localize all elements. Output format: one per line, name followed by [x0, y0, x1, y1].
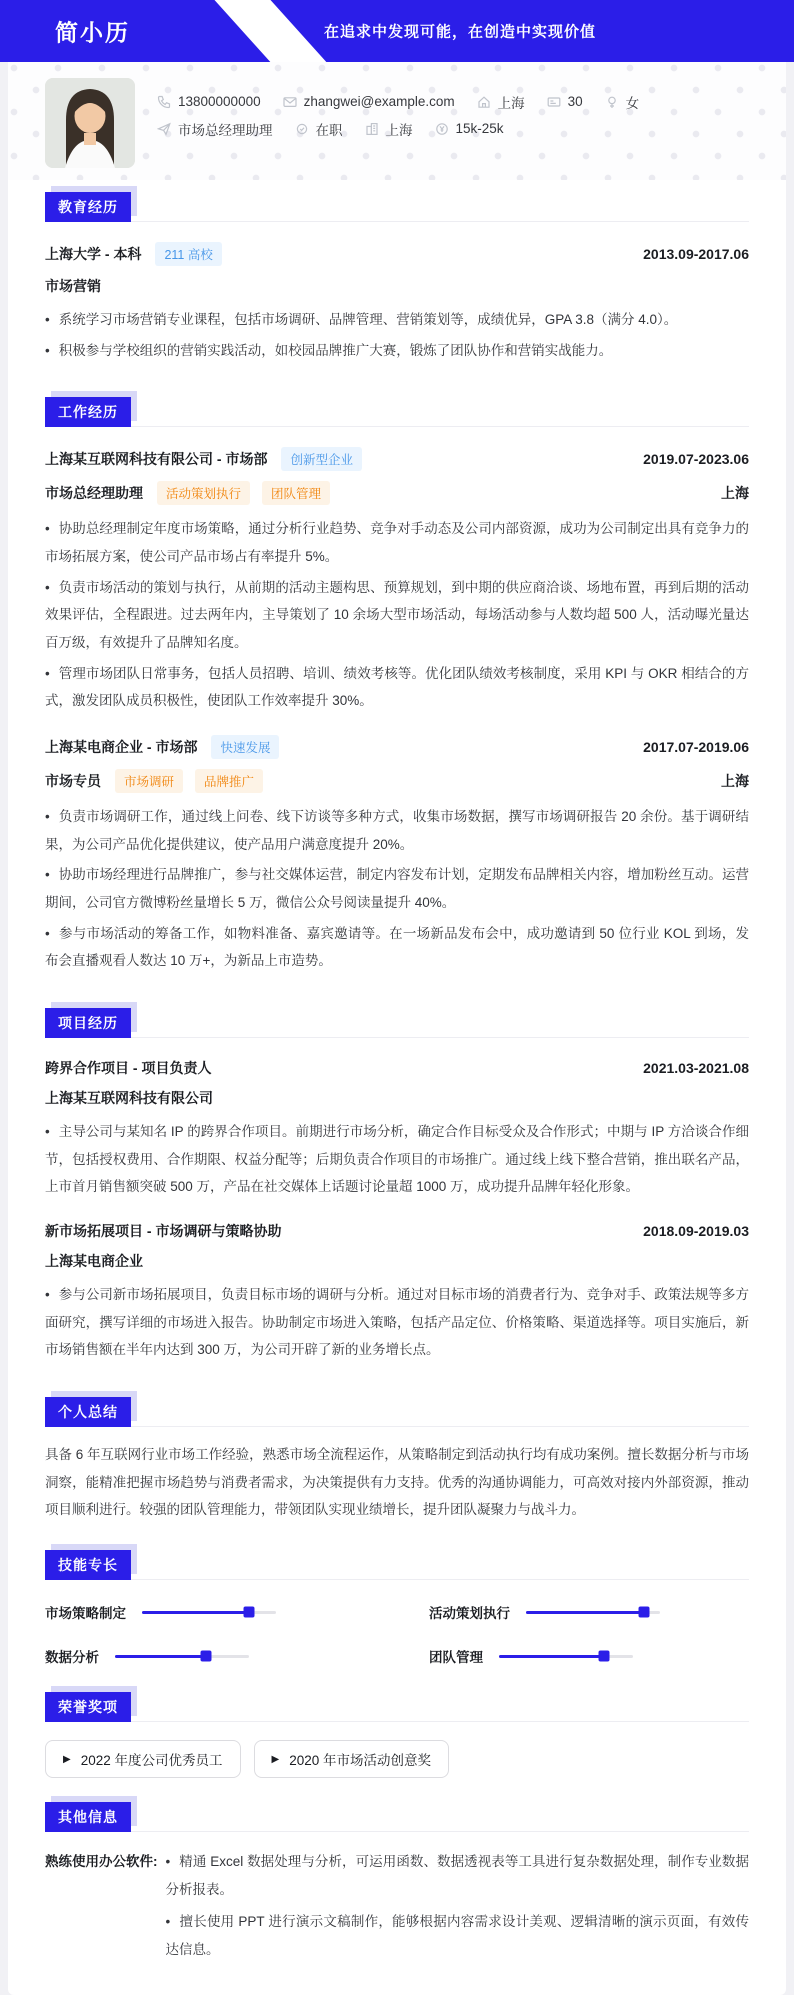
- phone-item: [157, 94, 261, 109]
- company-name: 上海某电商企业 - 市场部: [45, 739, 198, 756]
- status-item: [295, 119, 343, 139]
- section-divider-line: [131, 1721, 749, 1722]
- projects-section-header: [45, 1008, 749, 1038]
- bullet-dot: •: [45, 312, 50, 327]
- position-skill-tag: 团队管理: [262, 481, 330, 505]
- profile-info-row-1: [157, 88, 639, 115]
- education-section-badge: 教育经历: [45, 192, 131, 222]
- bullet-dot: •: [45, 867, 50, 883]
- skill-slider[interactable]: [526, 1611, 660, 1614]
- skill-name: 活动策划执行: [429, 1606, 510, 1622]
- skill-item: [429, 1602, 749, 1622]
- slider-thumb[interactable]: [244, 1607, 255, 1618]
- salary-icon: [435, 122, 449, 136]
- section-education: [45, 192, 749, 364]
- bullet-dot: •: [45, 1124, 50, 1140]
- project-title-row: [45, 1221, 749, 1241]
- location-item: [477, 92, 525, 112]
- project-company-row: [45, 1088, 749, 1108]
- other-section-badge: 其他信息: [45, 1802, 131, 1832]
- skills-section-header: [45, 1550, 749, 1580]
- gender-value: 女: [625, 95, 640, 111]
- education-date: 2013.09-2017.06: [643, 246, 749, 262]
- section-projects: [45, 1008, 749, 1364]
- profile-info: [157, 78, 639, 142]
- section-other: [45, 1802, 749, 1969]
- bullet-dot: •: [165, 1854, 171, 1870]
- work-date: 2017.07-2019.06: [643, 739, 749, 756]
- status-value: 在职: [315, 122, 343, 138]
- education-school-row: [45, 242, 749, 266]
- bullet-dot: •: [45, 342, 50, 358]
- job-title-item: [157, 119, 273, 139]
- slider-fill: [499, 1655, 604, 1658]
- projects-section-badge: 项目经历: [45, 1008, 131, 1038]
- section-divider-line: [131, 1037, 749, 1038]
- id-card-icon: [547, 95, 561, 109]
- work-bullet: • 协助市场经理进行品牌推广，参与社交媒体运营，制定内容发布计划，定期发布品牌相关内容，增加粉丝互动。运营期间，公司官方微博粉丝量增长 5 万，微信公众号阅读量提升 40%。: [45, 867, 749, 911]
- education-entry: [45, 242, 749, 364]
- email-item: [283, 94, 455, 109]
- position-skill-tag: 活动策划执行: [157, 481, 250, 505]
- position-skill-tag: 市场调研: [115, 769, 183, 793]
- city-item: [365, 119, 413, 139]
- summary-section-badge: 个人总结: [45, 1397, 131, 1427]
- work-date: 2019.07-2023.06: [643, 451, 749, 468]
- bullet-dot: •: [45, 521, 50, 537]
- banner-slogan: 在追求中发现可能，在创造中实现价值: [323, 23, 597, 41]
- project-company: 上海某电商企业: [45, 1253, 143, 1270]
- salary-value: 15k-25k: [455, 121, 504, 136]
- play-icon: ▶: [271, 1753, 280, 1765]
- avatar: [45, 78, 135, 168]
- slider-fill: [115, 1655, 206, 1658]
- company-row: [45, 735, 749, 759]
- section-divider-line: [131, 221, 749, 222]
- email-value: zhangwei@example.com: [303, 94, 455, 109]
- honors-row: [45, 1740, 749, 1778]
- honors-section-header: [45, 1692, 749, 1722]
- gender-icon: [605, 95, 619, 109]
- honor-label: 2020 年市场活动创意奖: [289, 1753, 431, 1769]
- play-icon: ▶: [63, 1753, 71, 1765]
- honor-button[interactable]: [254, 1740, 450, 1778]
- home-icon: [477, 95, 491, 109]
- skill-name: 市场策略制定: [45, 1606, 126, 1622]
- work-city: 上海: [721, 773, 749, 790]
- work-city: 上海: [721, 485, 749, 502]
- section-honors: [45, 1692, 749, 1778]
- app-logo: 简小历: [55, 19, 130, 46]
- work-bullet: • 协助总经理制定年度市场策略，通过分析行业趋势、竞争对手动态及公司内部资源，成功为公司制定出具有竞争力的市场拓展方案，使公司产品市场占有率提升 5%。: [45, 521, 749, 565]
- status-icon: [295, 122, 309, 136]
- bullet-dot: •: [45, 579, 50, 595]
- other-info-row: [45, 1848, 749, 1969]
- skill-slider[interactable]: [499, 1655, 633, 1658]
- other-info-bullets: [166, 1848, 750, 1969]
- major-name: 市场营销: [45, 278, 101, 294]
- skill-name: 团队管理: [429, 1650, 483, 1666]
- project-date: 2018.09-2019.03: [643, 1223, 749, 1240]
- other-info-label: 熟练使用办公软件:: [45, 1854, 158, 1870]
- slider-fill: [142, 1611, 249, 1614]
- bullet-dot: •: [45, 925, 50, 941]
- other-bullet: • 擅长使用 PPT 进行演示文稿制作，能够根据内容需求设计美观、逻辑清晰的演示页面，有效传达信息。: [165, 1914, 749, 1958]
- resume-content: [8, 192, 786, 1995]
- section-divider-line: [131, 1579, 749, 1580]
- bullet-dot: •: [45, 1287, 50, 1303]
- section-skills: [45, 1550, 749, 1666]
- work-bullet: • 管理市场团队日常事务，包括人员招聘、培训、绩效考核等。优化团队绩效考核制度，采用 KPI 与 OKR 相结合的方式，激发团队成员积极性，使团队工作效率提升 30%。: [45, 665, 749, 709]
- work-bullet: • 负责市场调研工作，通过线上问卷、线下访谈等多种方式，收集市场数据，撰写市场调研报告 20 余份。基于调研结果，为公司产品优化提供建议，使产品用户满意度提升 20%。: [45, 809, 749, 852]
- summary-text: 具备 6 年互联网行业市场工作经验，熟悉市场全流程运作，从策略制定到活动执行均有成功案例。擅长数据分析与市场洞察，能精准把握市场趋势与消费者需求，为决策提供有力支持。优秀的沟通协调能力，可高效对接内外部资源，推动项目顺利进行。较强的团队管理能力，带领团队实现业绩增长，提升团队凝聚力与战斗力。: [45, 1447, 749, 1518]
- skill-item: [45, 1602, 365, 1622]
- company-row: [45, 447, 749, 471]
- project-bullet: • 主导公司与某知名 IP 的跨界合作项目。前期进行市场分析，确定合作目标受众及合作形式；中期与 IP 方洽谈合作细节，包括授权费用、合作期限、权益分配等；后期负责合作项目的市场推广。通过线上线下整合营销，推出联名产品，上市首月销售额突破 500 万，产品在社交媒体上话题讨论量超 1000 万，成功提升品牌年轻化形象。: [45, 1124, 749, 1195]
- work-entry: [45, 735, 749, 975]
- skill-item: [45, 1646, 365, 1666]
- profile-info-row-2: [157, 115, 639, 142]
- project-entry: [45, 1221, 749, 1364]
- other-section-header: [45, 1802, 749, 1832]
- section-divider-line: [131, 426, 749, 427]
- salary-item: [435, 121, 504, 136]
- position-name: 市场专员: [45, 773, 101, 790]
- skill-slider[interactable]: [142, 1611, 276, 1614]
- slider-thumb[interactable]: [201, 1651, 212, 1662]
- section-summary: [45, 1397, 749, 1524]
- work-section-header: [45, 397, 749, 427]
- section-divider-line: [131, 1831, 749, 1832]
- skills-section-badge: 技能专长: [45, 1550, 131, 1580]
- email-icon: [283, 95, 297, 109]
- building-icon: [365, 122, 379, 136]
- project-company: 上海某互联网科技有限公司: [45, 1090, 213, 1107]
- company-name: 上海某互联网科技有限公司 - 市场部: [45, 451, 268, 468]
- project-date: 2021.03-2021.08: [643, 1060, 749, 1077]
- education-bullet: • 积极参与学校组织的营销实践活动，如校园品牌推广大赛，锻炼了团队协作和营销实战能力。: [45, 342, 613, 358]
- slider-fill: [526, 1611, 644, 1614]
- honor-button[interactable]: [45, 1740, 241, 1778]
- section-divider-line: [131, 1426, 749, 1427]
- city-value: 上海: [385, 122, 413, 138]
- position-row: [45, 481, 749, 505]
- location-value: 上海: [497, 95, 525, 111]
- company-tag: 创新型企业: [281, 447, 362, 471]
- education-major-row: [45, 276, 749, 296]
- project-name: 新市场拓展项目 - 市场调研与策略协助: [45, 1223, 282, 1240]
- bullet-dot: •: [45, 665, 50, 681]
- slider-thumb[interactable]: [598, 1651, 609, 1662]
- avatar-photo-placeholder: [45, 78, 135, 168]
- school-tag: 211 高校: [155, 242, 221, 266]
- skills-grid: [45, 1602, 749, 1666]
- age-value: 30: [567, 94, 583, 109]
- profile-header: [8, 62, 786, 180]
- position-row: [45, 769, 749, 793]
- top-banner: [0, 0, 794, 62]
- skill-name: 数据分析: [45, 1650, 99, 1666]
- position-name: 市场总经理助理: [45, 485, 143, 502]
- phone-value: 13800000000: [178, 94, 261, 109]
- project-company-row: [45, 1251, 749, 1271]
- other-bullet: • 精通 Excel 数据处理与分析，可运用函数、数据透视表等工具进行复杂数据处理，制作专业数据分析报表。: [165, 1854, 749, 1897]
- education-section-header: [45, 192, 749, 222]
- age-item: [547, 94, 583, 109]
- slider-thumb[interactable]: [638, 1607, 649, 1618]
- summary-section-header: [45, 1397, 749, 1427]
- skill-slider[interactable]: [115, 1655, 249, 1658]
- honor-label: 2022 年度公司优秀员工: [80, 1753, 223, 1769]
- project-entry: [45, 1058, 749, 1201]
- project-bullet: • 参与公司新市场拓展项目，负责目标市场的调研与分析。通过对目标市场的消费者行为、竞争对手、政策法规等多方面研究，撰写详细的市场进入报告。协助制定市场进入策略，包括产品定位、价格策略、渠道选择等。项目实施后，新市场销售额在半年内达到 300 万，为公司开辟了新的业务增长点。: [45, 1287, 749, 1358]
- section-work: [45, 397, 749, 975]
- work-bullet: • 负责市场活动的策划与执行，从前期的活动主题构思、预算规划，到中期的供应商洽谈、场地布置，再到后期的活动效果评估，全程跟进。过去两年内，主导策划了 10 余场大型市场活动，每场活动参与人数均超 500 人，活动曝光量达百万级，有效提升了品牌知名度。: [45, 579, 749, 651]
- work-entry: [45, 447, 749, 715]
- banner-diagonal-stripe: [210, 0, 338, 62]
- work-section-badge: 工作经历: [45, 397, 131, 427]
- job-title-value: 市场总经理助理: [178, 122, 273, 138]
- skill-item: [429, 1646, 749, 1666]
- work-bullet: • 参与市场活动的筹备工作，如物料准备、嘉宾邀请等。在一场新品发布会中，成功邀请到 50 位行业 KOL 到场，发布会直播观看人数达 10 万+，为新品上市造势。: [45, 925, 749, 969]
- school-name: 上海大学 - 本科: [45, 246, 142, 262]
- resume-card: [8, 62, 786, 1995]
- bullet-dot: •: [45, 809, 50, 825]
- project-name: 跨界合作项目 - 项目负责人: [45, 1060, 212, 1077]
- honors-section-badge: 荣誉奖项: [45, 1692, 131, 1722]
- bullet-dot: •: [165, 1914, 171, 1930]
- gender-item: [605, 92, 640, 112]
- phone-icon: [157, 95, 171, 109]
- paper-plane-icon: [157, 122, 171, 136]
- project-title-row: [45, 1058, 749, 1078]
- company-tag: 快速发展: [211, 735, 279, 759]
- position-skill-tag: 品牌推广: [195, 769, 263, 793]
- education-bullet: • 系统学习市场营销专业课程，包括市场调研、品牌管理、营销策划等，成绩优异，GPA 3.8（满分 4.0）。: [45, 312, 678, 327]
